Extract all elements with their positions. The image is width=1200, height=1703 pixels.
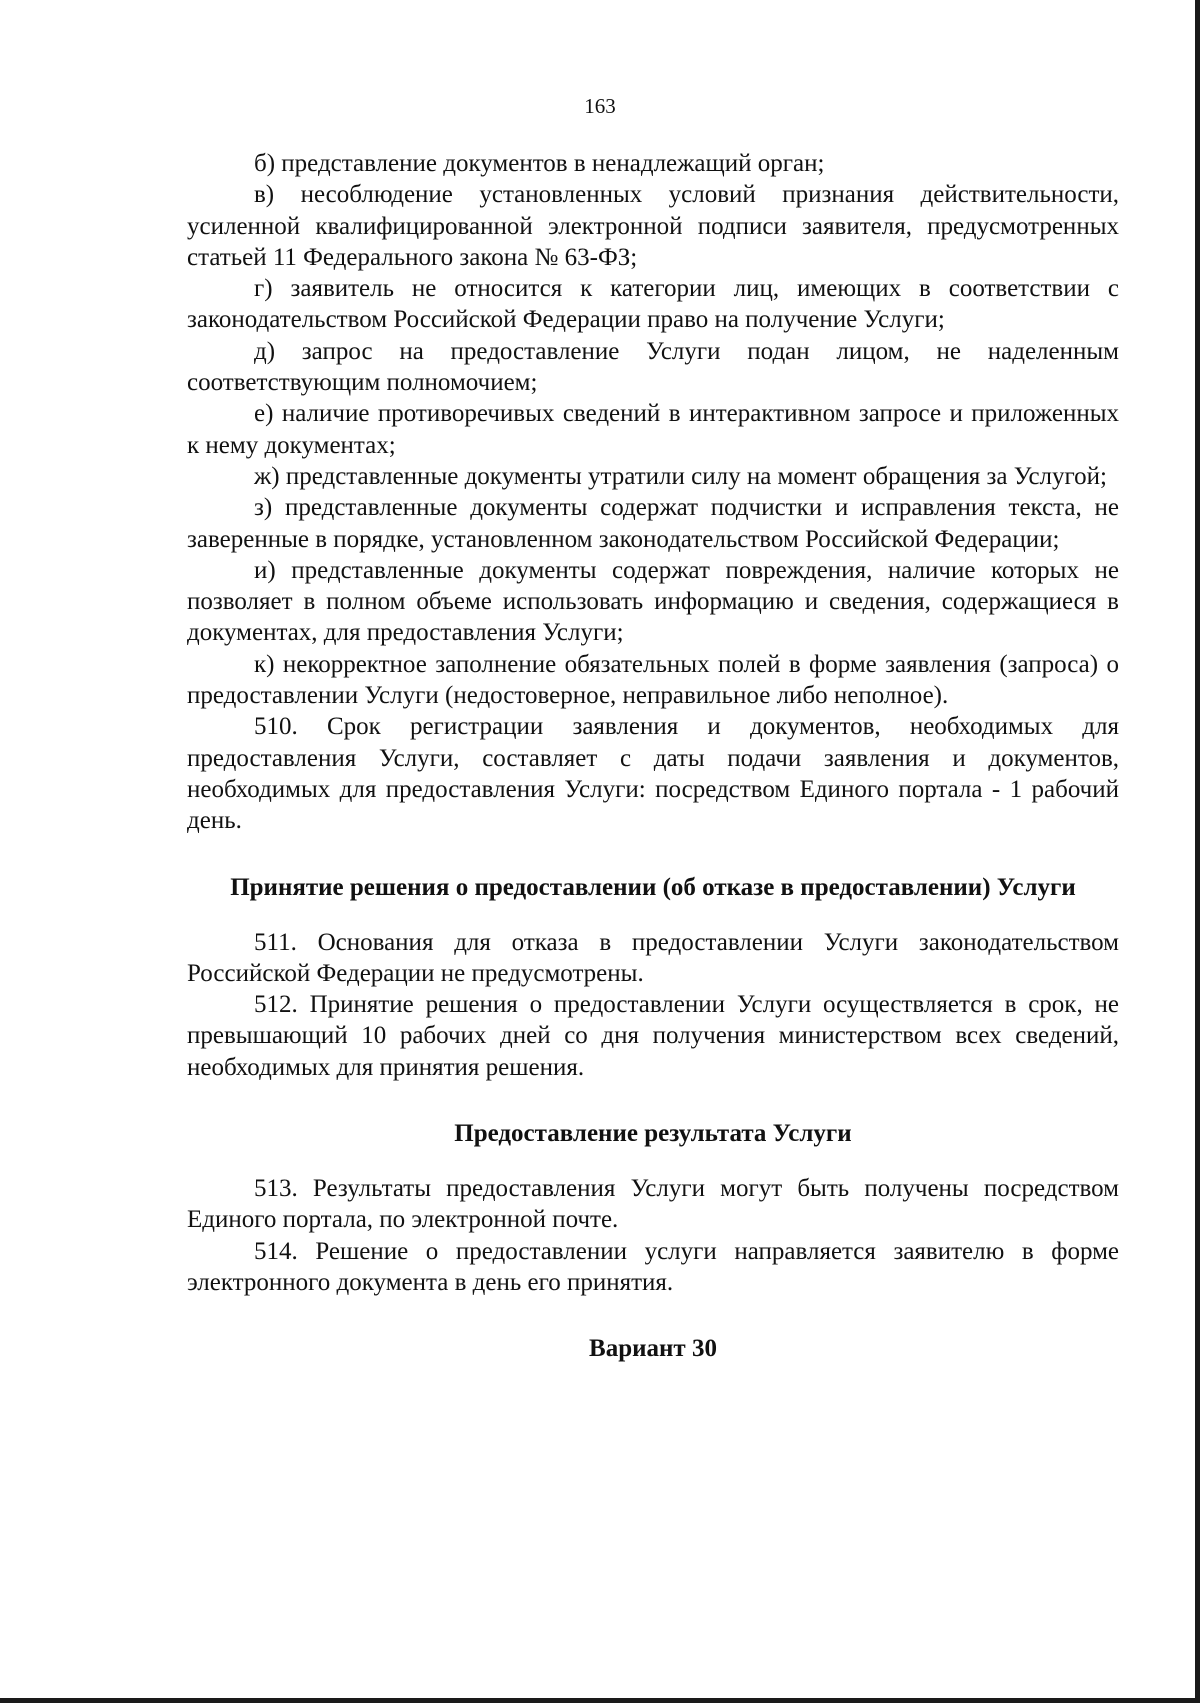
paragraph-513: 513. Результаты предоставления Услуги могут быть получены посредством Единого портала, по электронной почте.: [187, 1175, 1119, 1234]
paragraph-511: 511. Основания для отказа в предоставлении Услуги законодательством Российской Федерации не предусмотрены.: [187, 928, 1119, 987]
paragraph-510: 510. Срок регистрации заявления и документов, необходимых для предоставления Услуги, составляет с даты подачи заявления и документов, необходимых для предоставления Услуги: посредством Единого портала - 1 рабочий день.: [187, 713, 1119, 835]
paragraph-d: д) запрос на предоставление Услуги подан лицом, не наделенным соответствующим полномочием;: [187, 337, 1119, 397]
section-heading-result: Предоставление результата Услуги: [454, 1120, 852, 1148]
paragraph-512: 512. Принятие решения о предоставлении Услуги осуществляется в срок, не превышающий 10 рабочих дней со дня получения министерством всех сведений, необходимых для принятия решения.: [187, 991, 1119, 1081]
paragraph-e: е) наличие противоречивых сведений в интерактивном запросе и приложенных к нему документах;: [187, 400, 1119, 459]
paragraph-z: з) представленные документы содержат подчистки и исправления текста, не заверенные в порядке, установленном законодательством Российской Федерации;: [187, 494, 1119, 553]
page-number: 163: [584, 94, 616, 118]
paragraph-514: 514. Решение о предоставлении услуги направляется заявителю в форме электронного документа в день его принятия.: [187, 1237, 1119, 1296]
paragraph-b: б) представление документов в ненадлежащий орган;: [254, 150, 825, 177]
scan-border-right: [1195, 0, 1200, 1703]
scan-border-bottom: [0, 1698, 1200, 1703]
section-heading-decision: Принятие решения о предоставлении (об отказе в предоставлении) Услуги: [230, 873, 1076, 901]
paragraph-v: в) несоблюдение установленных условий признания действительности, усиленной квалифицированной электронной подписи заявителя, предусмотренных статьей 11 Федерального закона № 63-ФЗ;: [187, 181, 1119, 271]
paragraph-g: г) заявитель не относится к категории лиц, имеющих в соответствии с законодательством Российской Федерации право на получение Услуги;: [187, 275, 1119, 334]
paragraph-k: к) некорректное заполнение обязательных полей в форме заявления (запроса) о предоставлении Услуги (недостоверное, неправильное либо неполное).: [187, 650, 1119, 710]
paragraph-i: и) представленные документы содержат повреждения, наличие которых не позволяет в полном объеме использовать информацию и сведения, содержащиеся в документах, для предоставления Услуги;: [187, 556, 1119, 647]
section-heading-variant: Вариант 30: [589, 1335, 717, 1363]
paragraph-zh: ж) представленные документы утратили силу на момент обращения за Услугой;: [254, 462, 1107, 490]
document-body: [187, 148, 1119, 1364]
